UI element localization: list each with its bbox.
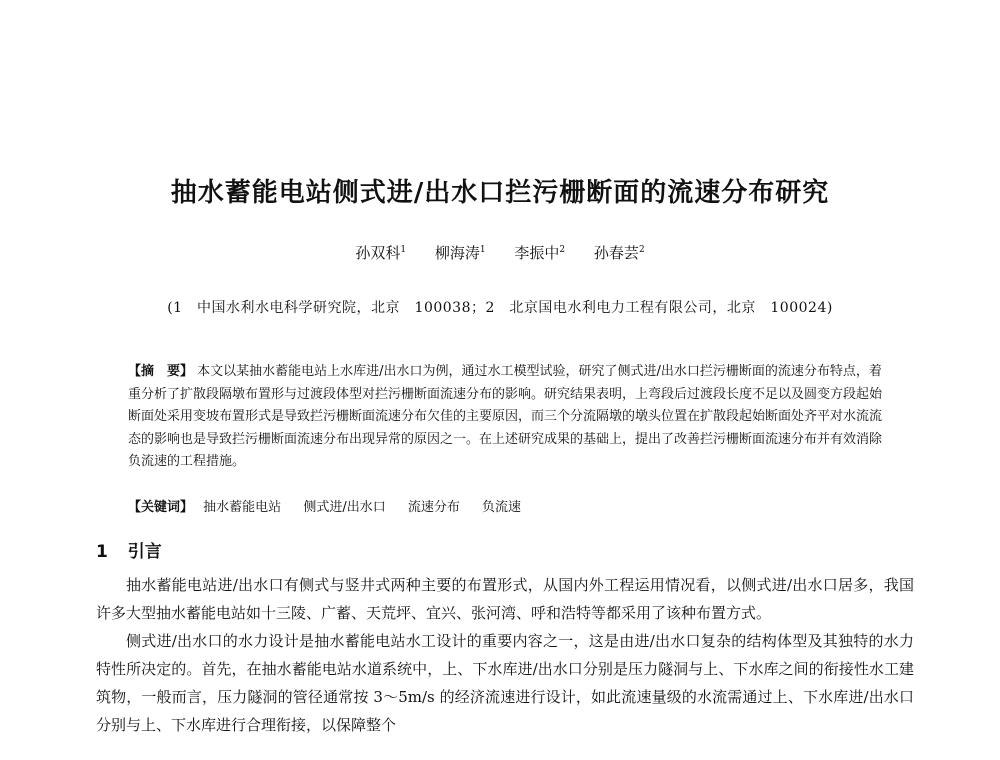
abstract-label: 【摘 要】 (128, 364, 194, 379)
abstract-text: 本文以某抽水蓄能电站上水库进/出水口为例，通过水工模型试验，研究了侧式进/出水口拦污栅断面的流速分布特点，着重分析了扩散段隔墩布置形与过渡段体型对拦污栅断面流速分布的影响。研究结果表明，上弯段后过渡段长度不足以及圆变方段起始断面处采用变坡布置形式是导致拦污栅断面流速分布欠佳的主要原因，而三个分流隔墩的墩头位置在扩散段起始断面处齐平对水流流态的影响也是导致拦污栅断面流速分布出现异常的原因之一。在上述研究成果的基础上，提出了改善拦污栅断面流速分布并有效消除负流速的工程措施。 (128, 364, 883, 469)
section-number: 1 (96, 542, 108, 562)
author-1: 孙双科$^1$ (355, 244, 407, 262)
paper-title: 抽水蓄能电站侧式进/出水口拦污栅断面的流速分布研究 (170, 178, 830, 208)
section-title: 引言 (127, 542, 162, 562)
keyword: 侧式进/出水口 (303, 500, 386, 515)
keyword: 流速分布 (407, 500, 460, 515)
keyword: 负流速 (482, 500, 522, 515)
author-4: 孙春芸$^2$ (593, 244, 645, 262)
section-heading (96, 537, 162, 562)
author-3: 李振中$^2$ (514, 244, 566, 262)
keywords-label: 【关键词】 (128, 500, 194, 515)
paragraph: 侧式进/出水口的水力设计是抽水蓄能电站水工设计的重要内容之一，这是由进/出水口复杂的结构体型及其独特的水力特性所决定的。首先，在抽水蓄能电站水道系统中，上、下水库进/出水口分别是压力隧洞与上、下水库之间的衔接性水工建筑物，一般而言，压力隧洞的管径通常按 3～5m/s 的经济流速进行设计，如此流速量级的水流需通过上、下水库进/出水口分别与上、下水库进行合理衔接，以保障整个 (96, 632, 914, 734)
keyword: 抽水蓄能电站 (203, 500, 282, 515)
abstract-block (128, 361, 884, 474)
author-2: 柳海涛$^1$ (434, 244, 486, 262)
keywords-block (128, 496, 884, 515)
paragraph: 抽水蓄能电站进/出水口有侧式与竖井式两种主要的布置形式，从国内外工程运用情况看，以侧式进/出水口居多，我国许多大型抽水蓄能电站如十三陵、广蓄、天荒坪、宜兴、张河湾、呼和浩特等都采用了该种布置方式。 (96, 576, 914, 622)
body-text (96, 571, 914, 739)
affiliation-line: (1 中国水利水电科学研究院，北京 100038；2 北京国电水利电力工程有限公司，北京 100024) (167, 300, 833, 316)
author-list (0, 242, 1000, 263)
